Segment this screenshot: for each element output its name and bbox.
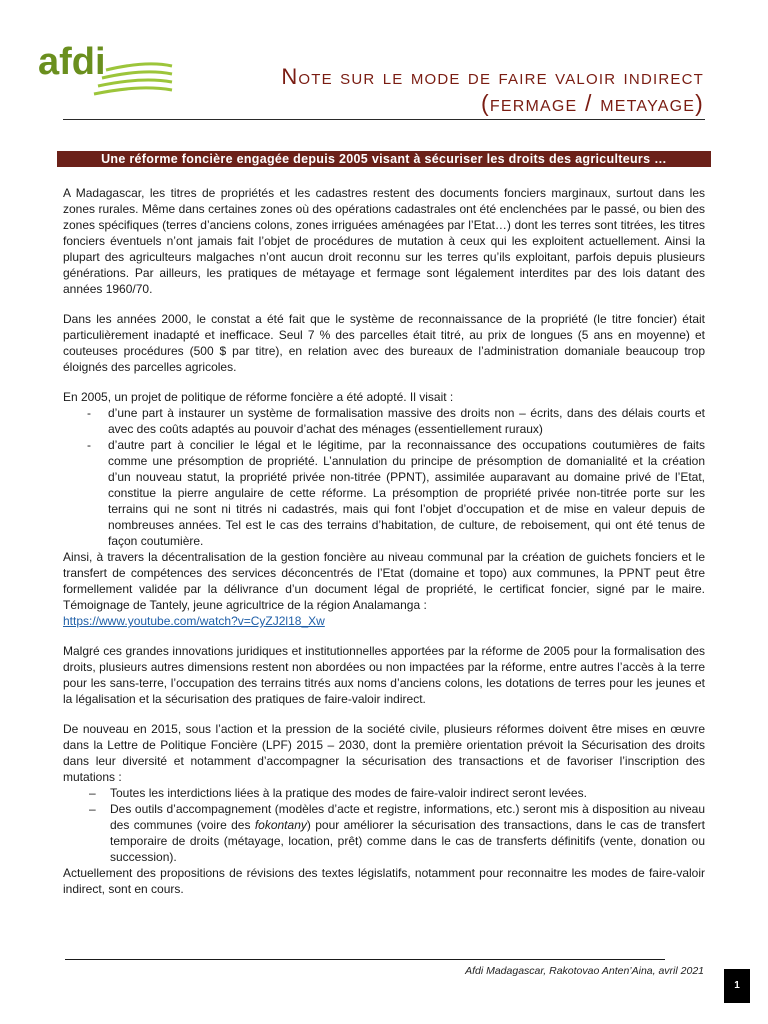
section-banner: Une réforme foncière engagée depuis 2005 visant à sécuriser les droits des agriculteurs … xyxy=(57,151,711,167)
paragraph-5-after: Actuellement des propositions de révisions des textes législatifs, notamment pour reconnaitre les modes de faire-valoir indirect, sont en cours. xyxy=(63,866,705,896)
page-number: 1 xyxy=(724,969,750,1003)
reform-goals-list xyxy=(63,405,705,549)
list-marker: – xyxy=(89,786,96,800)
paragraph-3-after: Ainsi, à travers la décentralisation de la gestion foncière au niveau communal par la création de guichets fonciers et le transfert de compétences des services déconcentrés de l’Etat (domaine et topo) aux communes, la PPNT peut être formellement validée par la délivrance d’un document légal de propriété, le certificat foncier, signé par le maire. Témoignage de Tantely, jeune agricultrice de la région Analamanga : xyxy=(63,550,705,612)
title-divider xyxy=(63,119,705,120)
svg-text:afdi: afdi xyxy=(38,41,106,83)
title-line-1: Note sur le mode de faire valoir indirect xyxy=(281,64,704,89)
paragraph-4: Malgré ces grandes innovations juridiques et institutionnelles apportées par la réforme de 2005 pour la formalisation des droits, plusieurs autres dimensions restent non abordées ou non impactées par la réforme, entre autres l’accès à la terre pour les sans-terre, l’occupation des terrains titrés aux noms d’anciens colons, les dotations de terres pour les jeunes et la légalisation et la sécurisation des pratiques de faire-valoir indirect. xyxy=(63,644,705,706)
title-line-2: (fermage / metayage) xyxy=(481,90,704,116)
youtube-link[interactable]: https://www.youtube.com/watch?v=CyZJ2l18_Xw xyxy=(63,614,325,628)
paragraph-1: A Madagascar, les titres de propriétés et les cadastres restent des documents fonciers marginaux, surtout dans les zones rurales. Même dans certaines zones où des opérations cadastrales ont été enclenchées par le passé, ou bien des zones spécifiques (terres d’anciens colons, zones irriguées aménagées par l’Etat…) dont les terres sont titrées, les titres fonciers éventuels n’ont jamais fait l’objet de procédures de mutation à ceux qui les exploitent actuellement. Ainsi la plupart des agriculteurs malgaches n’ont aucun droit reconnu sur les terres qu’ils exploitant, parfois depuis plusieurs générations. Par ailleurs, les pratiques de métayage et fermage sont légalement interdites par des lois datant des années 1960/70. xyxy=(63,186,705,296)
paragraph-2: Dans les années 2000, le constat a été fait que le système de reconnaissance de la propriété (le titre foncier) était particulièrement inadapté et inefficace. Seul 7 % des parcelles était titré, au prix de longues (5 ans en moyenne) et couteuses procédures (500 $ par titre), en relation avec des bureaux de l’administration domaniale beaucoup trop éloignés des parcelles agricoles. xyxy=(63,312,705,374)
list-item: – Des outils d’accompagnement (modèles d’acte et registre, informations, etc.) seront mis à disposition au niveau des communes (voire des fokontany) pour améliorer la sécurisation des transactions, dans le cas de transfert temporaire de droits (métayage, location, prêt) comme dans le cas de transferts définitifs (vente, donation ou succession). xyxy=(89,802,705,864)
fokontany-term: fokontany xyxy=(254,818,307,832)
list-marker: - xyxy=(87,406,91,420)
list-item: - d’une part à instaurer un système de formalisation massive des droits non – écrits, dans des délais courts et avec des coûts adaptés au pouvoir d’achat des ménages (essentiellement ruraux) xyxy=(87,406,705,436)
afdi-logo xyxy=(36,36,176,106)
lpf-measures-list xyxy=(63,785,705,865)
list-item: - d’autre part à concilier le légal et le légitime, par la reconnaissance des occupations coutumières de faits comme une présomption de propriété. L’annulation du principe de présomption de domanialité et la création d’un nouveau statut, la propriété privée non-titrée (PPNT), assimilée auparavant au domaine privé de l’Etat, constitue la pierre angulaire de cette réforme. La présomption de propriété privée non-titrée porte sur les terrains qui ne sont ni titrés ni cadastrés, mais qui font l’objet d’occupation et de mise en valeur depuis de nombreuses années. Tel est le cas des terrains d’habitation, de culture, de reboisement, qui ont été tenus de façon coutumière. xyxy=(87,438,705,548)
document-body xyxy=(63,185,705,897)
footer-credit: Afdi Madagascar, Rakotovao Anten’Aina, avril 2021 xyxy=(465,965,704,977)
footer-divider xyxy=(65,959,665,960)
paragraph-5-intro: De nouveau en 2015, sous l’action et la pression de la société civile, plusieurs réformes doivent être mises en œuvre dans la Lettre de Politique Foncière (LPF) 2015 – 2030, dont la première orientation prévoit la Sécurisation des droits dans leur diversité et notamment d’accompagner la sécurisation des transactions et de favoriser l’inscription des mutations : xyxy=(63,722,705,784)
list-marker: - xyxy=(87,438,91,452)
list-marker: – xyxy=(89,802,96,816)
list-item: – Toutes les interdictions liées à la pratique des modes de faire-valoir indirect seront levées. xyxy=(89,786,587,800)
paragraph-3-intro: En 2005, un projet de politique de réforme foncière a été adopté. Il visait : xyxy=(63,390,454,404)
document-title xyxy=(281,64,704,116)
